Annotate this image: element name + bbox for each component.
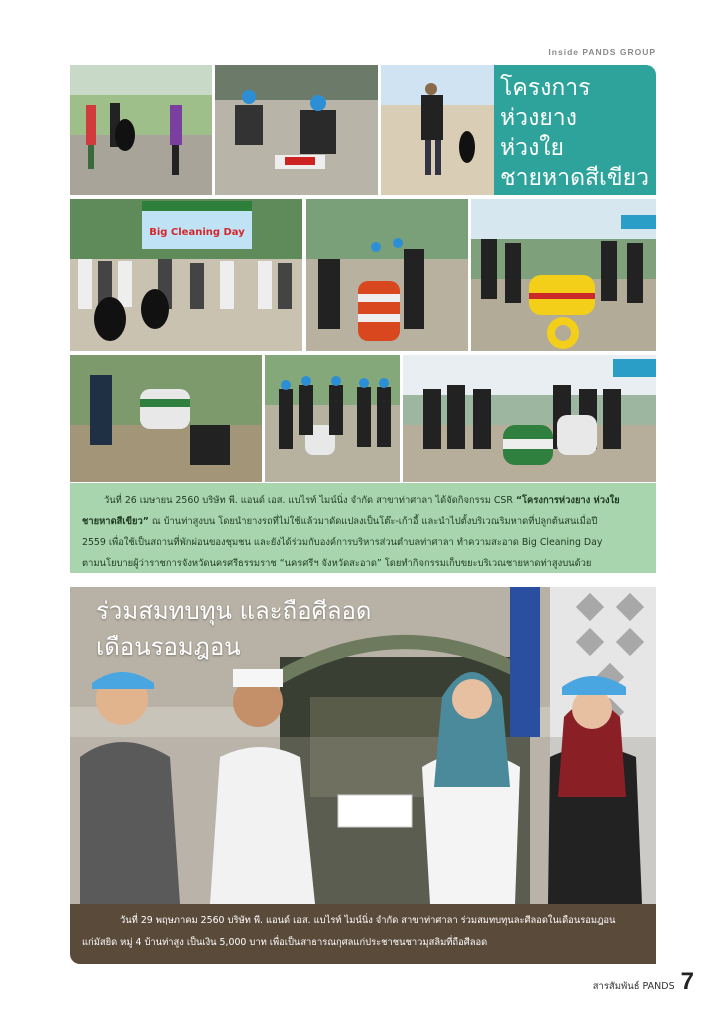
photo-group-with-yellow-tire [471,199,656,351]
article2-caption [70,904,656,964]
caption-line [82,490,646,511]
photo-large-group-on-beach [403,355,656,482]
article2-title-line: ร่วมสมทบทุน และถือศีลอด [96,597,372,625]
article1-title-line: ห่วงใย [500,135,565,161]
photo-beach-picking-trash [381,65,494,195]
photo-planting-with-tires [70,355,262,482]
article1-title-line: โครงการ [500,75,591,101]
article1-title-line: ห่วงยาง [500,105,577,131]
photo-beach-cleanup-walk [70,65,212,195]
article1-title-line: ชายหาดสีเขียว [500,165,650,191]
caption-line: วันที่ 29 พฤษภาคม 2560 บริษัท พี. แอนด์ เอส. แบไรท์ ไมน์นิ่ง จำกัด สาขาท่าศาลา ร่วมสมทบทุนละศีลอดในเดือนรอมฎอน [120,915,616,926]
banner-text: Big Cleaning Day [149,227,245,238]
article1-title [494,65,656,195]
photo-group-with-banner [70,199,302,351]
article2-title [96,593,372,665]
caption-line: แก่มัสยิด หมู่ 4 บ้านท่าสูง เป็นเงิน 5,000 บาท เพื่อเป็นสาธารณกุศลแก่ประชาชนชาวมุสลิมที่ถือศีลอด [82,937,488,948]
caption-line: 2559 เพื่อใช้เป็นสถานที่พักผ่อนของชุมชน และยังได้ร่วมกับองค์การบริหารส่วนตำบลท่าศาลา ทำความสะอาด Big Cleaning Day [82,537,603,548]
article2-title-line: เดือนรอมฎอน [96,633,241,661]
photo-tire-furniture-setup [306,199,468,351]
page-footer [593,968,694,996]
magazine-name: สารสัมพันธ์ PANDS [592,981,675,992]
photo-workers-painting-tire [215,65,378,195]
caption-line: ตามนโยบายผู้ว่าราชการจังหวัดนครศรีธรรมราช “นครศรีฯ จังหวัดสะอาด” โดยทำกิจกรรมเก็บขยะบริเวณชายหาดท่าสูงบนด้วย [82,558,592,569]
caption-text: ณ บ้านท่าสูงบน โดยนำยางรถที่ไม่ใช้แล้วมาดัดแปลงเป็นโต๊ะ-เก้าอี้ และนำไปตั้งบริเวณริมหาดที่ปลูกต้นสนเมื่อปี [148,516,598,527]
caption-text: วันที่ 26 เมษายน 2560 บริษัท พี. แอนด์ เอส. แบไรท์ ไมน์นิ่ง จำกัด สาขาท่าศาลา ได้จัดกิจกรรม CSR [104,495,516,506]
section-label: Inside PANDS GROUP [548,47,656,57]
page-number: 7 [680,968,694,995]
caption-line [82,511,646,532]
caption-bold-text: “โครงการห่วงยาง ห่วงใย [515,495,620,506]
article1-caption [70,483,656,573]
caption-bold-text: ชายหาดสีเขียว” [82,516,149,527]
photo-team-with-painted-tires [265,355,400,482]
